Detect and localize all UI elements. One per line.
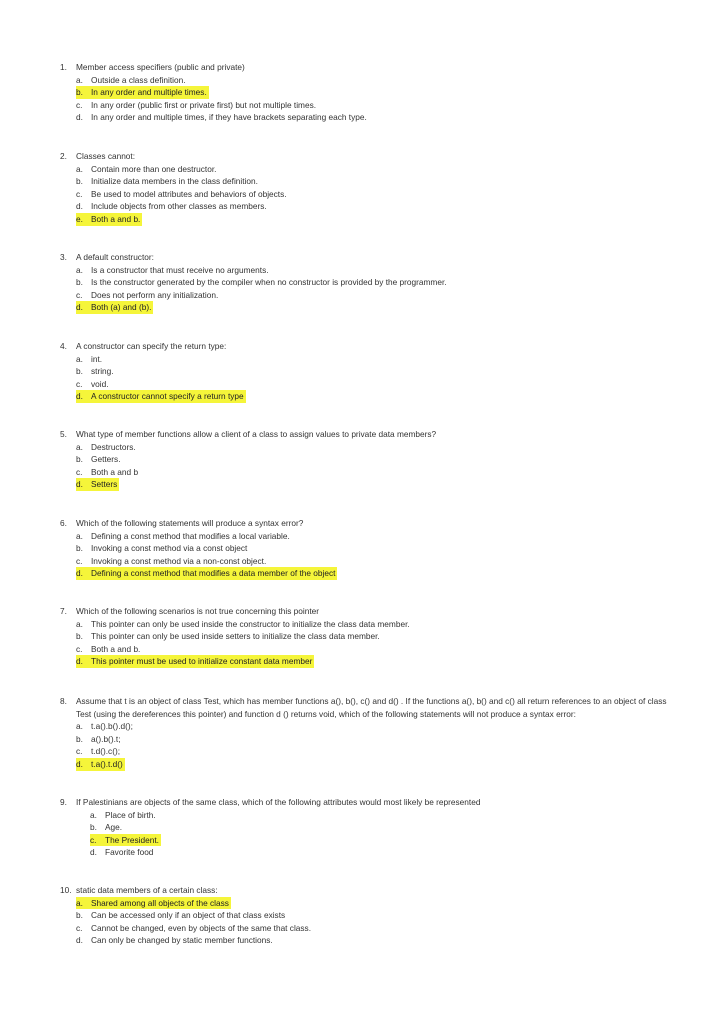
option-c xyxy=(76,289,680,302)
question-1 xyxy=(60,61,680,124)
option-text: int. xyxy=(91,353,103,364)
question-text: Assume that t is an object of class Test, which has member functions a(), b(), c() and d() . If the functions a(), b() and c() all return references to an object of class Test (using the dereferences this pointer) and function d () returns void, which of the following statements will not produce a syntax error: xyxy=(76,696,667,719)
option-letter: a. xyxy=(76,441,83,452)
question-number: 6. xyxy=(60,518,67,528)
option-b xyxy=(76,733,680,746)
options-list xyxy=(76,353,680,403)
option-text: Cannot be changed, even by objects of the same that class. xyxy=(91,922,312,933)
options-list xyxy=(76,74,680,124)
question-number: 2. xyxy=(60,151,67,161)
options-list xyxy=(76,441,680,491)
question-text: A constructor can specify the return type: xyxy=(76,341,227,351)
option-d xyxy=(76,934,680,947)
option-letter: a. xyxy=(76,530,83,541)
option-letter: d. xyxy=(76,758,83,769)
option-letter: c. xyxy=(76,555,83,566)
option-text: a().b().t; xyxy=(91,733,121,744)
option-letter: a. xyxy=(76,353,83,364)
option-b xyxy=(76,175,680,188)
question-6 xyxy=(60,517,680,580)
question-1-stem xyxy=(60,61,680,74)
option-letter: d. xyxy=(76,302,83,313)
option-b xyxy=(76,453,680,466)
question-7-stem xyxy=(60,605,680,618)
option-letter: a. xyxy=(90,809,97,820)
option-b xyxy=(76,542,680,555)
options-list xyxy=(76,897,680,947)
option-c xyxy=(76,188,680,201)
option-letter: b. xyxy=(76,454,83,465)
option-text: Is a constructor that must receive no arguments. xyxy=(91,264,269,275)
option-letter: a. xyxy=(76,163,83,174)
option-text: Include objects from other classes as members. xyxy=(91,201,267,212)
option-text: Both a and b. xyxy=(91,643,141,654)
option-letter: d. xyxy=(76,935,83,946)
option-text: A constructor cannot specify a return type xyxy=(91,391,244,402)
option-letter: b. xyxy=(76,366,83,377)
question-number: 7. xyxy=(60,606,67,616)
option-letter: b. xyxy=(76,733,83,744)
question-text: static data members of a certain class: xyxy=(76,885,218,895)
option-d-correct xyxy=(76,567,337,580)
option-d xyxy=(76,200,680,213)
question-text: Member access specifiers (public and private) xyxy=(76,62,245,72)
option-c xyxy=(76,745,680,758)
option-text: Outside a class definition. xyxy=(91,74,186,85)
option-letter: a. xyxy=(76,264,83,275)
option-text: The President. xyxy=(105,834,159,845)
question-8 xyxy=(60,695,680,771)
option-c xyxy=(76,99,680,112)
option-b xyxy=(90,821,680,834)
option-a xyxy=(76,720,680,733)
option-text: Destructors. xyxy=(91,441,136,452)
question-6-stem xyxy=(60,517,680,530)
question-10 xyxy=(60,884,680,947)
question-8-stem xyxy=(60,695,680,720)
option-text: Getters. xyxy=(91,454,121,465)
question-9 xyxy=(60,796,680,859)
option-c-correct xyxy=(90,834,161,847)
option-letter: c. xyxy=(90,834,97,845)
option-letter: c. xyxy=(76,643,83,654)
option-letter: c. xyxy=(76,378,83,389)
options-list xyxy=(76,264,680,314)
question-number: 9. xyxy=(60,797,67,807)
question-number: 4. xyxy=(60,341,67,351)
options-list xyxy=(76,530,680,580)
option-text: t.d().c(); xyxy=(91,746,121,757)
option-letter: d. xyxy=(76,656,83,667)
option-letter: d. xyxy=(76,568,83,579)
option-letter: e. xyxy=(76,213,83,224)
option-c xyxy=(76,643,680,656)
options-list xyxy=(76,720,680,770)
option-text: Place of birth. xyxy=(105,809,156,820)
option-a xyxy=(76,530,680,543)
option-text: Invoking a const method via a non-const object. xyxy=(91,555,267,566)
option-text: Be used to model attributes and behaviors of objects. xyxy=(91,188,287,199)
question-3-stem xyxy=(60,251,680,264)
option-letter: a. xyxy=(76,897,83,908)
option-b xyxy=(76,276,680,289)
option-d xyxy=(76,111,680,124)
options-list xyxy=(76,618,680,668)
option-a xyxy=(76,618,680,631)
option-a xyxy=(76,441,680,454)
option-letter: d. xyxy=(76,391,83,402)
option-letter: b. xyxy=(76,910,83,921)
option-b xyxy=(76,909,680,922)
option-letter: c. xyxy=(76,746,83,757)
option-text: t.a().b().d(); xyxy=(91,721,133,732)
option-c xyxy=(76,922,680,935)
option-letter: c. xyxy=(76,466,83,477)
question-text: A default constructor: xyxy=(76,252,154,262)
option-letter: a. xyxy=(76,721,83,732)
question-2 xyxy=(60,150,680,226)
question-number: 3. xyxy=(60,252,67,262)
question-5-stem xyxy=(60,428,680,441)
question-number: 8. xyxy=(60,696,67,706)
option-text: In any order and multiple times, if they have brackets separating each type. xyxy=(91,112,367,123)
question-3 xyxy=(60,251,680,314)
option-letter: d. xyxy=(76,479,83,490)
option-text: string. xyxy=(91,366,114,377)
option-letter: a. xyxy=(76,618,83,629)
option-letter: c. xyxy=(76,289,83,300)
option-text: This pointer can only be used inside the constructor to initialize the class data member. xyxy=(91,618,410,629)
option-b xyxy=(76,365,680,378)
options-list xyxy=(76,163,680,226)
option-text: Both (a) and (b). xyxy=(91,302,152,313)
question-5 xyxy=(60,428,680,491)
option-a xyxy=(76,353,680,366)
option-text: This pointer must be used to initialize constant data member xyxy=(91,656,313,667)
question-7 xyxy=(60,605,680,668)
option-letter: b. xyxy=(76,543,83,554)
option-text: Contain more than one destructor. xyxy=(91,163,217,174)
option-text: t.a().t.d() xyxy=(91,758,123,769)
option-letter: c. xyxy=(76,188,83,199)
option-text: Invoking a const method via a const object xyxy=(91,543,248,554)
option-text: Defining a const method that modifies a local variable. xyxy=(91,530,290,541)
question-4-stem xyxy=(60,340,680,353)
option-text: Does not perform any initialization. xyxy=(91,289,219,300)
option-text: Both a and b. xyxy=(91,213,141,224)
question-text: If Palestinians are objects of the same class, which of the following attributes would most likely be represented xyxy=(76,797,481,807)
option-a-correct xyxy=(76,897,231,910)
option-d-correct xyxy=(76,390,246,403)
option-a xyxy=(90,809,680,822)
option-text: Shared among all objects of the class xyxy=(91,897,229,908)
option-text: Defining a const method that modifies a data member of the object xyxy=(91,568,336,579)
question-number: 10. xyxy=(60,885,72,895)
option-letter: d. xyxy=(90,847,97,858)
options-list xyxy=(90,809,680,859)
option-a xyxy=(76,163,680,176)
option-letter: c. xyxy=(76,922,83,933)
question-text: What type of member functions allow a client of a class to assign values to private data members? xyxy=(76,429,437,439)
option-text: Is the constructor generated by the compiler when no constructor is provided by the programmer. xyxy=(91,277,447,288)
option-text: This pointer can only be used inside setters to initialize the class data member. xyxy=(91,631,380,642)
option-letter: b. xyxy=(76,631,83,642)
option-d-correct xyxy=(76,478,119,491)
question-number: 1. xyxy=(60,62,67,72)
option-letter: b. xyxy=(76,176,83,187)
option-a xyxy=(76,264,680,277)
question-text: Which of the following statements will produce a syntax error? xyxy=(76,518,304,528)
option-d-correct xyxy=(76,655,314,668)
option-letter: b. xyxy=(76,87,83,98)
option-text: Can be accessed only if an object of that class exists xyxy=(91,910,286,921)
question-text: Which of the following scenarios is not true concerning this pointer xyxy=(76,606,320,616)
option-letter: c. xyxy=(76,99,83,110)
option-b-correct xyxy=(76,86,209,99)
option-letter: d. xyxy=(76,112,83,123)
option-d xyxy=(90,846,680,859)
option-text: void. xyxy=(91,378,109,389)
option-text: Setters xyxy=(91,479,118,490)
question-10-stem xyxy=(60,884,680,897)
option-d-correct xyxy=(76,301,153,314)
option-a xyxy=(76,74,680,87)
question-4 xyxy=(60,340,680,403)
option-text: In any order and multiple times. xyxy=(91,87,207,98)
question-number: 5. xyxy=(60,429,67,439)
option-text: Can only be changed by static member functions. xyxy=(91,935,273,946)
option-letter: a. xyxy=(76,74,83,85)
option-d-correct xyxy=(76,758,125,771)
question-9-stem xyxy=(60,796,680,809)
question-text: Classes cannot: xyxy=(76,151,136,161)
option-b xyxy=(76,630,680,643)
option-text: Favorite food xyxy=(105,847,154,858)
option-c xyxy=(76,555,680,568)
option-text: Initialize data members in the class definition. xyxy=(91,176,258,187)
option-text: Both a and b xyxy=(91,466,139,477)
option-e-correct xyxy=(76,213,142,226)
option-c xyxy=(76,466,680,479)
option-letter: b. xyxy=(76,277,83,288)
option-letter: d. xyxy=(76,201,83,212)
option-c xyxy=(76,378,680,391)
option-text: Age. xyxy=(105,822,123,833)
option-letter: b. xyxy=(90,822,97,833)
option-text: In any order (public first or private first) but not multiple times. xyxy=(91,99,317,110)
question-2-stem xyxy=(60,150,680,163)
